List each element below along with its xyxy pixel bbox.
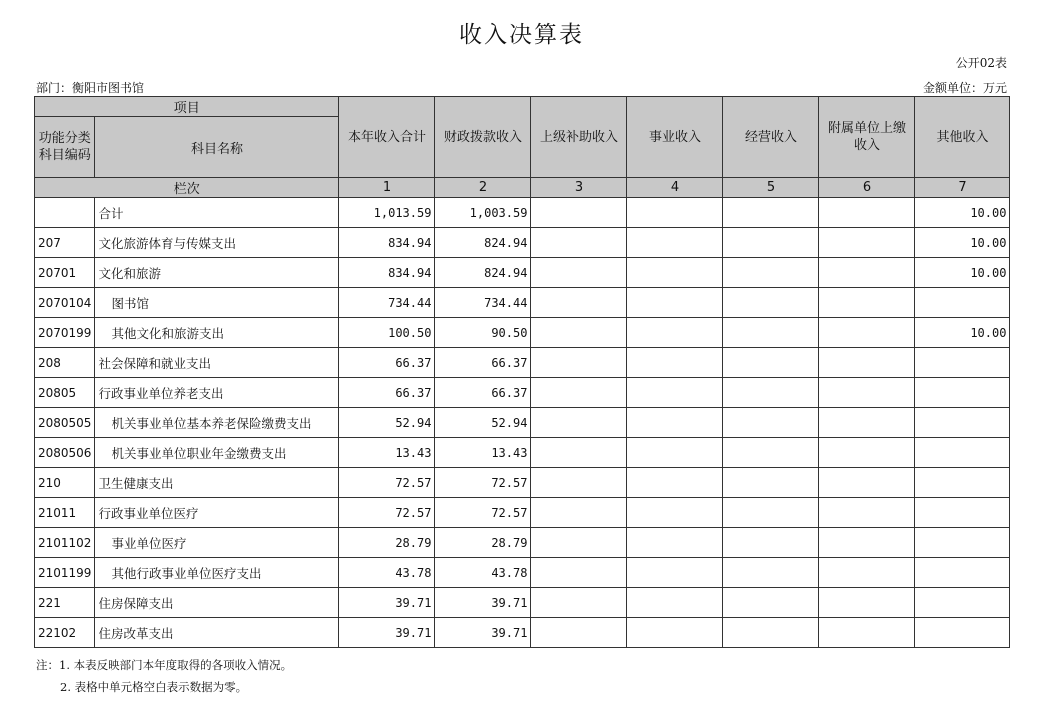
amount-cell: 66.37: [339, 378, 435, 408]
table-row: [35, 528, 1010, 558]
amount-cell: 10.00: [915, 228, 1010, 258]
amount-cell: [723, 468, 819, 498]
func-code-cell: 21011: [35, 498, 95, 528]
table-row: [35, 198, 1010, 228]
subject-name-cell: 行政事业单位医疗: [95, 498, 339, 528]
col-number: 1: [339, 178, 435, 198]
func-code-cell: 2101199: [35, 558, 95, 588]
amount-cell: [819, 528, 915, 558]
col-header-total: 本年收入合计: [339, 97, 435, 178]
amount-cell: [915, 438, 1010, 468]
amount-cell: [531, 348, 627, 378]
amount-cell: 13.43: [339, 438, 435, 468]
func-code-cell: 210: [35, 468, 95, 498]
col-header-affiliated: 附属单位上缴收入: [819, 97, 915, 178]
amount-cell: [627, 438, 723, 468]
amount-cell: [819, 618, 915, 648]
subject-name-cell: 合计: [95, 198, 339, 228]
subject-name-cell: 机关事业单位基本养老保险缴费支出: [95, 408, 339, 438]
col-header-fiscal: 财政拨款收入: [435, 97, 531, 178]
col-number: 6: [819, 178, 915, 198]
amount-cell: 1,003.59: [435, 198, 531, 228]
amount-cell: [531, 438, 627, 468]
amount-cell: [723, 318, 819, 348]
table-row: [35, 258, 1010, 288]
amount-cell: 13.43: [435, 438, 531, 468]
amount-cell: [819, 318, 915, 348]
func-code-cell: 20805: [35, 378, 95, 408]
amount-cell: [723, 558, 819, 588]
amount-cell: [531, 528, 627, 558]
amount-cell: 43.78: [339, 558, 435, 588]
amount-cell: [819, 228, 915, 258]
amount-cell: [819, 498, 915, 528]
amount-cell: [531, 558, 627, 588]
amount-cell: 43.78: [435, 558, 531, 588]
amount-cell: [819, 378, 915, 408]
amount-cell: [531, 618, 627, 648]
amount-cell: [627, 198, 723, 228]
amount-cell: [627, 318, 723, 348]
col-number: 3: [531, 178, 627, 198]
amount-cell: [723, 408, 819, 438]
income-table: [34, 96, 1010, 648]
amount-cell: [723, 438, 819, 468]
table-body: [35, 198, 1010, 648]
amount-cell: [819, 468, 915, 498]
amount-cell: 72.57: [339, 498, 435, 528]
note-2: 2. 表格中单元格空白表示数据为零。: [60, 680, 248, 694]
amount-cell: 90.50: [435, 318, 531, 348]
amount-cell: 39.71: [339, 618, 435, 648]
amount-cell: [819, 408, 915, 438]
col-header-superior-subsidy: 上级补助收入: [531, 97, 627, 178]
func-code-cell: 2070104: [35, 288, 95, 318]
amount-cell: 66.37: [339, 348, 435, 378]
amount-cell: [627, 468, 723, 498]
func-code-cell: 2070199: [35, 318, 95, 348]
table-row: [35, 228, 1010, 258]
amount-cell: [723, 348, 819, 378]
amount-cell: [627, 618, 723, 648]
subject-name-cell: 机关事业单位职业年金缴费支出: [95, 438, 339, 468]
amount-cell: [915, 468, 1010, 498]
notes: [36, 654, 292, 698]
amount-cell: [819, 438, 915, 468]
amount-cell: [627, 528, 723, 558]
amount-cell: 100.50: [339, 318, 435, 348]
amount-cell: 52.94: [339, 408, 435, 438]
amount-cell: [819, 198, 915, 228]
table-row: [35, 468, 1010, 498]
amount-cell: 72.57: [339, 468, 435, 498]
amount-cell: [627, 288, 723, 318]
amount-cell: [723, 498, 819, 528]
amount-cell: 52.94: [435, 408, 531, 438]
subject-name-cell: 文化和旅游: [95, 258, 339, 288]
col-number: 5: [723, 178, 819, 198]
subject-name-cell: 卫生健康支出: [95, 468, 339, 498]
amount-cell: [915, 528, 1010, 558]
subject-name-cell: 事业单位医疗: [95, 528, 339, 558]
note-1: 注：1. 本表反映部门本年度取得的各项收入情况。: [36, 658, 293, 672]
amount-cell: [531, 288, 627, 318]
table-row: [35, 558, 1010, 588]
amount-cell: [723, 258, 819, 288]
col-header-other: 其他收入: [915, 97, 1010, 178]
col-number: 7: [915, 178, 1010, 198]
amount-cell: 10.00: [915, 198, 1010, 228]
func-code-cell: 22102: [35, 618, 95, 648]
table-row: [35, 438, 1010, 468]
amount-cell: [531, 498, 627, 528]
subject-name-cell: 文化旅游体育与传媒支出: [95, 228, 339, 258]
amount-cell: [627, 228, 723, 258]
amount-cell: [915, 378, 1010, 408]
func-code-cell: 2080505: [35, 408, 95, 438]
amount-cell: 39.71: [435, 618, 531, 648]
amount-cell: [627, 378, 723, 408]
subject-name-cell: 住房改革支出: [95, 618, 339, 648]
func-code-cell: [35, 198, 95, 228]
table-row: [35, 498, 1010, 528]
row-label-header: 栏次: [35, 178, 339, 198]
amount-cell: [915, 588, 1010, 618]
amount-cell: [915, 288, 1010, 318]
amount-cell: [531, 198, 627, 228]
amount-cell: [531, 228, 627, 258]
amount-cell: [531, 408, 627, 438]
amount-cell: 39.71: [339, 588, 435, 618]
amount-cell: 834.94: [339, 258, 435, 288]
amount-cell: 66.37: [435, 348, 531, 378]
amount-cell: [819, 558, 915, 588]
amount-cell: [819, 288, 915, 318]
func-code-cell: 2101102: [35, 528, 95, 558]
col-header-operating: 经营收入: [723, 97, 819, 178]
amount-cell: 1,013.59: [339, 198, 435, 228]
amount-cell: [531, 318, 627, 348]
amount-cell: 28.79: [435, 528, 531, 558]
amount-cell: [723, 198, 819, 228]
amount-cell: [723, 288, 819, 318]
subject-name-cell: 其他文化和旅游支出: [95, 318, 339, 348]
amount-cell: [819, 588, 915, 618]
amount-cell: [915, 558, 1010, 588]
amount-cell: 72.57: [435, 468, 531, 498]
amount-cell: 10.00: [915, 258, 1010, 288]
amount-cell: 834.94: [339, 228, 435, 258]
amount-cell: [915, 498, 1010, 528]
amount-cell: [723, 618, 819, 648]
amount-cell: [915, 348, 1010, 378]
subject-name-cell: 图书馆: [95, 288, 339, 318]
amount-cell: 72.57: [435, 498, 531, 528]
subject-name-cell: 行政事业单位养老支出: [95, 378, 339, 408]
amount-cell: [819, 258, 915, 288]
col-number: 2: [435, 178, 531, 198]
amount-cell: [723, 228, 819, 258]
amount-cell: [627, 408, 723, 438]
amount-cell: 734.44: [435, 288, 531, 318]
subject-name-cell: 社会保障和就业支出: [95, 348, 339, 378]
amount-cell: [627, 498, 723, 528]
amount-cell: [723, 378, 819, 408]
amount-cell: [531, 588, 627, 618]
subject-name-cell: 其他行政事业单位医疗支出: [95, 558, 339, 588]
amount-cell: [819, 348, 915, 378]
func-code-cell: 2080506: [35, 438, 95, 468]
amount-cell: [723, 528, 819, 558]
page-title: 收入决算表: [459, 22, 584, 48]
col-number: 4: [627, 178, 723, 198]
amount-cell: [627, 258, 723, 288]
form-code: 公开02表: [955, 56, 1007, 70]
subject-name-cell: 住房保障支出: [95, 588, 339, 618]
table-row: [35, 618, 1010, 648]
col-header-business: 事业收入: [627, 97, 723, 178]
amount-cell: [723, 588, 819, 618]
subject-name-header: 科目名称: [95, 117, 339, 178]
table-row: [35, 348, 1010, 378]
func-code-cell: 20701: [35, 258, 95, 288]
func-code-cell: 208: [35, 348, 95, 378]
amount-cell: [627, 348, 723, 378]
func-code-header: 功能分类科目编码: [35, 117, 95, 178]
amount-cell: 10.00: [915, 318, 1010, 348]
table-row: [35, 318, 1010, 348]
amount-cell: [915, 618, 1010, 648]
table-row: [35, 378, 1010, 408]
table-row: [35, 588, 1010, 618]
amount-cell: [531, 258, 627, 288]
amount-cell: 734.44: [339, 288, 435, 318]
amount-cell: [531, 468, 627, 498]
amount-cell: [627, 558, 723, 588]
func-code-cell: 207: [35, 228, 95, 258]
amount-unit-label: 金额单位：万元: [922, 81, 1007, 95]
amount-cell: [531, 378, 627, 408]
department-label: 部门：衡阳市图书馆: [36, 81, 145, 95]
amount-cell: [915, 408, 1010, 438]
func-code-cell: 221: [35, 588, 95, 618]
amount-cell: 824.94: [435, 258, 531, 288]
amount-cell: 66.37: [435, 378, 531, 408]
table-row: [35, 408, 1010, 438]
item-header: 项目: [35, 97, 339, 117]
amount-cell: 824.94: [435, 228, 531, 258]
amount-cell: [627, 588, 723, 618]
amount-cell: 39.71: [435, 588, 531, 618]
amount-cell: 28.79: [339, 528, 435, 558]
table-row: [35, 288, 1010, 318]
